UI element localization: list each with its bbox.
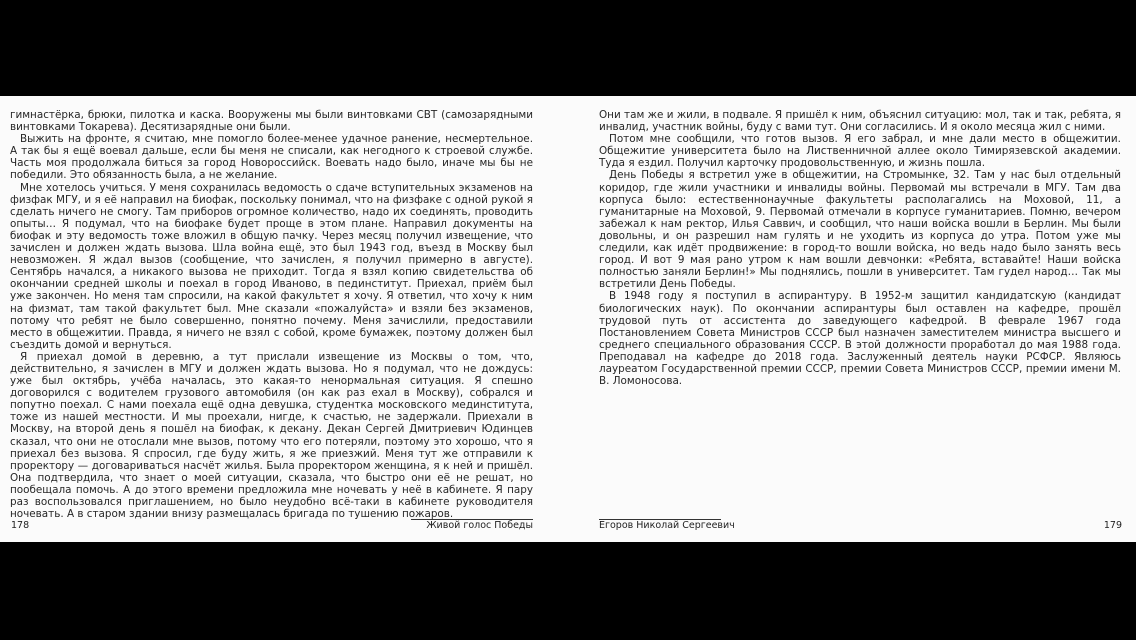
paragraph: День Победы я встретил уже в общежитии, на Стромынке, 32. Там у нас был отдельный коридор, где жили участники и инвалиды войны. Первомай мы встречали в МГУ. Там два корпуса было: естественнонаучные факультеты располагались на Моховой, 11, а гуманитарные на Моховой, 9. Первомай отмечали в корпусе гуманитариев. Помню, вечером забежал к нам ректор, Илья Саввич, и сообщил, что наши войска вошли в Берлин. Мы были довольны, и он разрешил нам гулять и не уходить из корпуса до утра. Потом уже мы следили, как идёт продвижение: в город-то вошли войска, но ведь надо было занять весь город. И вот 9 мая рано утром к нам вошли девчонки: «Ребята, вставайте! Наши войска полностью заняли Берлин!» Мы поднялись, пошли в университет. Там гудел народ… Так мы встретили День Победы. — [599, 169, 1121, 291]
paragraph: Мне хотелось учиться. У меня сохранилась ведомость о сдаче вступительных экзаменов на физфак МГУ, и я её направил на биофак, поскольку понимал, что на физфаке с одной рукой я сделать ничего не смогу. Там приборов огромное количество, надо их соединять, проводить опыты… Я подумал, что на биофаке будет проще в этом плане. Направил документы на биофак и эту ведомость тоже вложил в общую пачку. Через месяц получил извещение, что зачислен и должен ждать вызова. Шла война ещё, это был 1943 год, въезд в Москву был невозможен. Я ждал вызов (сообщение, что зачислен, я получил примерно в августе). Сентябрь начался, а никакого вызова не приходит. Тогда я взял копию свидетельства об окончании средней школы и поехал в город Иваново, в пединститут. Приехал, приём был уже закончен. Но меня там спросили, на какой факультет я хочу. Я ответил, что хочу к ним на физмат, там такой факультет был. Мне сказали «пожалуйста» и взяли без экзаменов, потому что ребят не было совершенно, понятно почему. Меня зачислили, предоставили место в общежитии. Правда, я ничего не взял с собой, кроме бумажек, поэтому должен был съездить домой и вернуться. — [10, 181, 533, 351]
paragraph: Я приехал домой в деревню, а тут прислали извещение из Москвы о том, что, действительно, я зачислен в МГУ и должен ждать вызова. Но я подумал, что не дождусь: уже был октябрь, учёба началась, это какая-то ненормальная ситуация. Я спешно договорился с водителем грузового автомобиля (он как раз ехал в Москву), собрался и попутно поехал. С нами поехала ещё одна девушка, студентка московского мединститута, тоже из нашей местности. И мы проехали, нигде, к счастью, не задержали. Приехали в Москву, на второй день я пошёл на биофак, к декану. Декан Сергей Дмитриевич Юдинцев сказал, что они не отослали мне вызов, потому что его потеряли, поэтому это хорошо, что я приехал без вызова. Я спросил, где буду жить, я же приезжий. Меня тут же отправили к проректору — договариваться насчёт жилья. Была проректором женщина, я к ней и пришёл. Она подтвердила, что знает о моей ситуации, сказала, что быстро они её не решат, но пообещала помочь. А до этого времени предложила мне ночевать у неё в кабинете. Я пару раз воспользовался приглашением, но было неудобно всё-таки в кабинете руководителя ночевать. А в старом здании внизу размещалась бригада по тушению пожаров. — [10, 350, 533, 521]
book-spread[interactable] — [0, 96, 1136, 542]
running-title-right: Егоров Николай Сергеевич — [599, 520, 735, 531]
paragraph: Выжить на фронте, я считаю, мне помогло более-менее удачное ранение, несмертельное. А так бы я ещё воевал дальше, если бы меня не списали, как негодного к строевой службе. Часть моя продолжала биться за город Новороссийск. Воевать надо было, иначе мы бы не победили. Это обязанность была, а не желание. — [10, 133, 533, 182]
paragraph: Они там же и жили, в подвале. Я пришёл к ним, объяснил ситуацию: мол, так и так, ребята, я инвалид, участник войны, буду с вами тут. Они согласились. И я около месяца жил с ними. — [599, 109, 1121, 134]
running-title-left: Живой голос Победы — [426, 520, 533, 531]
right-page — [568, 96, 1136, 542]
page-number-right: 179 — [1103, 520, 1122, 531]
left-page-text — [10, 109, 533, 520]
right-page-text — [599, 109, 1121, 387]
paragraph: гимнастёрка, брюки, пилотка и каска. Вооружены мы были винтовками СВТ (самозарядными винтовками Токарева). Десятизарядные они были. — [10, 109, 533, 134]
paragraph: В 1948 году я поступил в аспирантуру. В 1952-м защитил кандидатскую (кандидат биологических наук). По окончании аспирантуры был оставлен на кафедре, прошёл трудовой путь от ассистента до заведующего кафедрой. В феврале 1967 года Постановлением Совета Министров СССР был назначен заместителем министра высшего и среднего специального образования СССР. В этой должности проработал до мая 1988 года. Преподавал на кафедре до 2018 года. Заслуженный деятель науки РСФСР. Являюсь лауреатом Государственной премии СССР, премии Совета Министров СССР, премии имени М. В. Ломоносова. — [599, 290, 1121, 388]
page-number-left: 178 — [11, 520, 30, 531]
left-page — [0, 96, 568, 542]
paragraph: Потом мне сообщили, что готов вызов. Я его забрал, и мне дали место в общежитии. Общежитие университета было на Лиственничной аллее около Тимирязевской академии. Туда я ездил. Получил карточку продовольственную, и жизнь пошла. — [599, 133, 1121, 170]
